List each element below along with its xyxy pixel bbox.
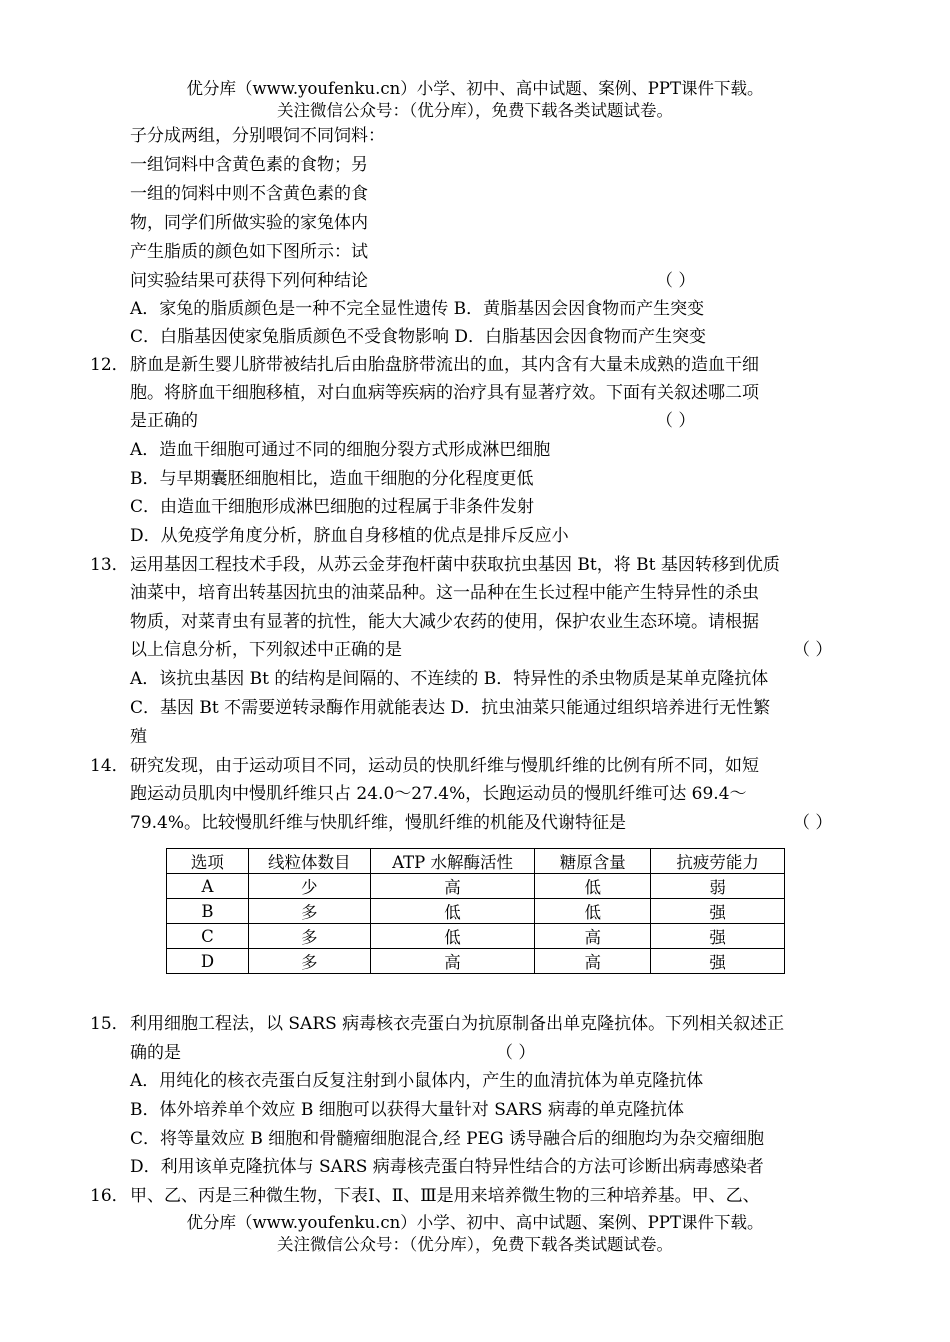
option-d: D．从免疫学角度分析，脐血自身移植的优点是排斥反应小 bbox=[130, 526, 569, 546]
table-cell: 少 bbox=[248, 874, 370, 899]
question-text-line: 油菜中，培育出转基因抗虫的油菜品种。这一品种在生长过程中能产生特异性的杀虫 bbox=[130, 583, 759, 603]
answer-parenthesis: （ ） bbox=[656, 271, 696, 291]
table-header-cell: 抗疲劳能力 bbox=[651, 849, 785, 874]
table-cell: 多 bbox=[248, 899, 370, 924]
question-text-line: 问实验结果可获得下列何种结论 bbox=[130, 271, 368, 291]
table-cell: 多 bbox=[248, 924, 370, 949]
option-ab: A．家兔的脂质颜色是一种不完全显性遗传 B．黄脂基因会因食物而产生突变 bbox=[130, 299, 705, 319]
table-cell: 低 bbox=[370, 899, 535, 924]
question-text-line: 以上信息分析，下列叙述中正确的是 bbox=[130, 640, 402, 660]
option-ab: A．该抗虫基因 Bt 的结构是间隔的、不连续的 B．特异性的杀虫物质是某单克隆抗体 bbox=[130, 669, 769, 689]
table-cell: 高 bbox=[370, 949, 535, 974]
question-text-line: 一组饲料中含黄色素的食物；另 bbox=[130, 155, 368, 175]
table-row bbox=[167, 899, 785, 924]
question-number: 16． bbox=[90, 1186, 129, 1206]
table-cell: 强 bbox=[651, 924, 785, 949]
question-text-line: 确的是 bbox=[130, 1043, 181, 1063]
option-b: B．与早期囊胚细胞相比，造血干细胞的分化程度更低 bbox=[130, 469, 534, 489]
question-text-line: 利用细胞工程法，以 SARS 病毒核衣壳蛋白为抗原制备出单克隆抗体。下列相关叙述正 bbox=[130, 1014, 785, 1034]
option-b: B．体外培养单个效应 B 细胞可以获得大量针对 SARS 病毒的单克隆抗体 bbox=[130, 1100, 684, 1120]
question-text-line: 物，同学们所做实验的家兔体内 bbox=[130, 213, 368, 233]
answer-parenthesis: （ ） bbox=[793, 813, 833, 833]
option-cd: C．基因 Bt 不需要逆转录酶作用就能表达 D．抗虫油菜只能通过组织培养进行无性繁 bbox=[130, 698, 771, 718]
question-text-line: 跑运动员肌肉中慢肌纤维只占 24.0～27.4%，长跑运动员的慢肌纤维可达 69.4～ bbox=[130, 784, 747, 804]
page-footer-line-2: 关注微信公众号：（优分库），免费下载各类试题试卷。 bbox=[277, 1235, 673, 1254]
table-cell: 弱 bbox=[651, 874, 785, 899]
table-cell: 低 bbox=[535, 874, 651, 899]
question-text-line: 产生脂质的颜色如下图所示：试 bbox=[130, 242, 368, 262]
table-row bbox=[167, 874, 785, 899]
page-header-line-2: 关注微信公众号：（优分库），免费下载各类试题试卷。 bbox=[277, 101, 673, 120]
table-cell: 强 bbox=[651, 949, 785, 974]
question-text-line: 胞。将脐血干细胞移植，对白血病等疾病的治疗具有显著疗效。下面有关叙述哪二项 bbox=[130, 383, 759, 403]
table-cell: D bbox=[167, 949, 249, 974]
question-text-line: 是正确的 bbox=[130, 411, 198, 431]
question-text-line: 运用基因工程技术手段，从苏云金芽孢杆菌中获取抗虫基因 Bt，将 Bt 基因转移到优质 bbox=[130, 555, 780, 575]
table-row bbox=[167, 924, 785, 949]
table-header-row bbox=[167, 849, 785, 874]
answer-parenthesis: （ ） bbox=[793, 640, 833, 660]
option-c: C．将等量效应 B 细胞和骨髓瘤细胞混合,经 PEG 诱导融合后的细胞均为杂交瘤细胞 bbox=[130, 1129, 764, 1149]
option-cd-continuation: 殖 bbox=[130, 727, 147, 747]
option-a: A．造血干细胞可通过不同的细胞分裂方式形成淋巴细胞 bbox=[130, 440, 551, 460]
question-text-line: 子分成两组，分别喂饲不同饲料： bbox=[130, 126, 385, 146]
table-cell: 高 bbox=[535, 924, 651, 949]
table-cell: 低 bbox=[370, 924, 535, 949]
question-number: 14． bbox=[90, 756, 129, 776]
option-cd: C．白脂基因使家兔脂质颜色不受食物影响 D．白脂基因会因食物而产生突变 bbox=[130, 327, 707, 347]
question-number: 12． bbox=[90, 355, 129, 375]
question-text-line: 79.4%。比较慢肌纤维与快肌纤维，慢肌纤维的机能及代谢特征是 bbox=[130, 813, 627, 833]
table-cell: 强 bbox=[651, 899, 785, 924]
table-cell: C bbox=[167, 924, 249, 949]
table-cell: 高 bbox=[370, 874, 535, 899]
question-number: 13． bbox=[90, 555, 129, 575]
table-header-cell: ATP 水解酶活性 bbox=[370, 849, 535, 874]
question-number: 15． bbox=[90, 1014, 129, 1034]
question-text-line: 一组的饲料中则不含黄色素的食 bbox=[130, 184, 368, 204]
answer-parenthesis: （ ） bbox=[656, 411, 696, 431]
table-cell: A bbox=[167, 874, 249, 899]
table-header-cell: 选项 bbox=[167, 849, 249, 874]
option-a: A．用纯化的核衣壳蛋白反复注射到小鼠体内，产生的血清抗体为单克隆抗体 bbox=[130, 1071, 704, 1091]
fiber-comparison-table bbox=[166, 848, 785, 974]
question-text-line: 物质，对菜青虫有显著的抗性，能大大减少农药的使用，保护农业生态环境。请根据 bbox=[130, 612, 759, 632]
table-header-cell: 线粒体数目 bbox=[248, 849, 370, 874]
table-cell: B bbox=[167, 899, 249, 924]
option-c: C．由造血干细胞形成淋巴细胞的过程属于非条件发射 bbox=[130, 497, 535, 517]
table-header-cell: 糖原含量 bbox=[535, 849, 651, 874]
table-cell: 多 bbox=[248, 949, 370, 974]
table-cell: 高 bbox=[535, 949, 651, 974]
answer-parenthesis: （ ） bbox=[496, 1043, 536, 1063]
question-text-line: 研究发现，由于运动项目不同，运动员的快肌纤维与慢肌纤维的比例有所不同，如短 bbox=[130, 756, 759, 776]
page-footer-line-1: 优分库（www.youfenku.cn）小学、初中、高中试题、案例、PPT课件下载。 bbox=[186, 1213, 764, 1232]
question-text-line: 脐血是新生婴儿脐带被结扎后由胎盘脐带流出的血，其内含有大量未成熟的造血干细 bbox=[130, 355, 759, 375]
page-header-line-1: 优分库（www.youfenku.cn）小学、初中、高中试题、案例、PPT课件下载。 bbox=[186, 79, 764, 98]
option-d: D．利用该单克隆抗体与 SARS 病毒核壳蛋白特异性结合的方法可诊断出病毒感染者 bbox=[130, 1157, 764, 1177]
question-text-line: 甲、乙、丙是三种微生物，下表Ⅰ、Ⅱ、Ⅲ是用来培养微生物的三种培养基。甲、乙、 bbox=[130, 1186, 760, 1206]
table-row bbox=[167, 949, 785, 974]
table-cell: 低 bbox=[535, 899, 651, 924]
